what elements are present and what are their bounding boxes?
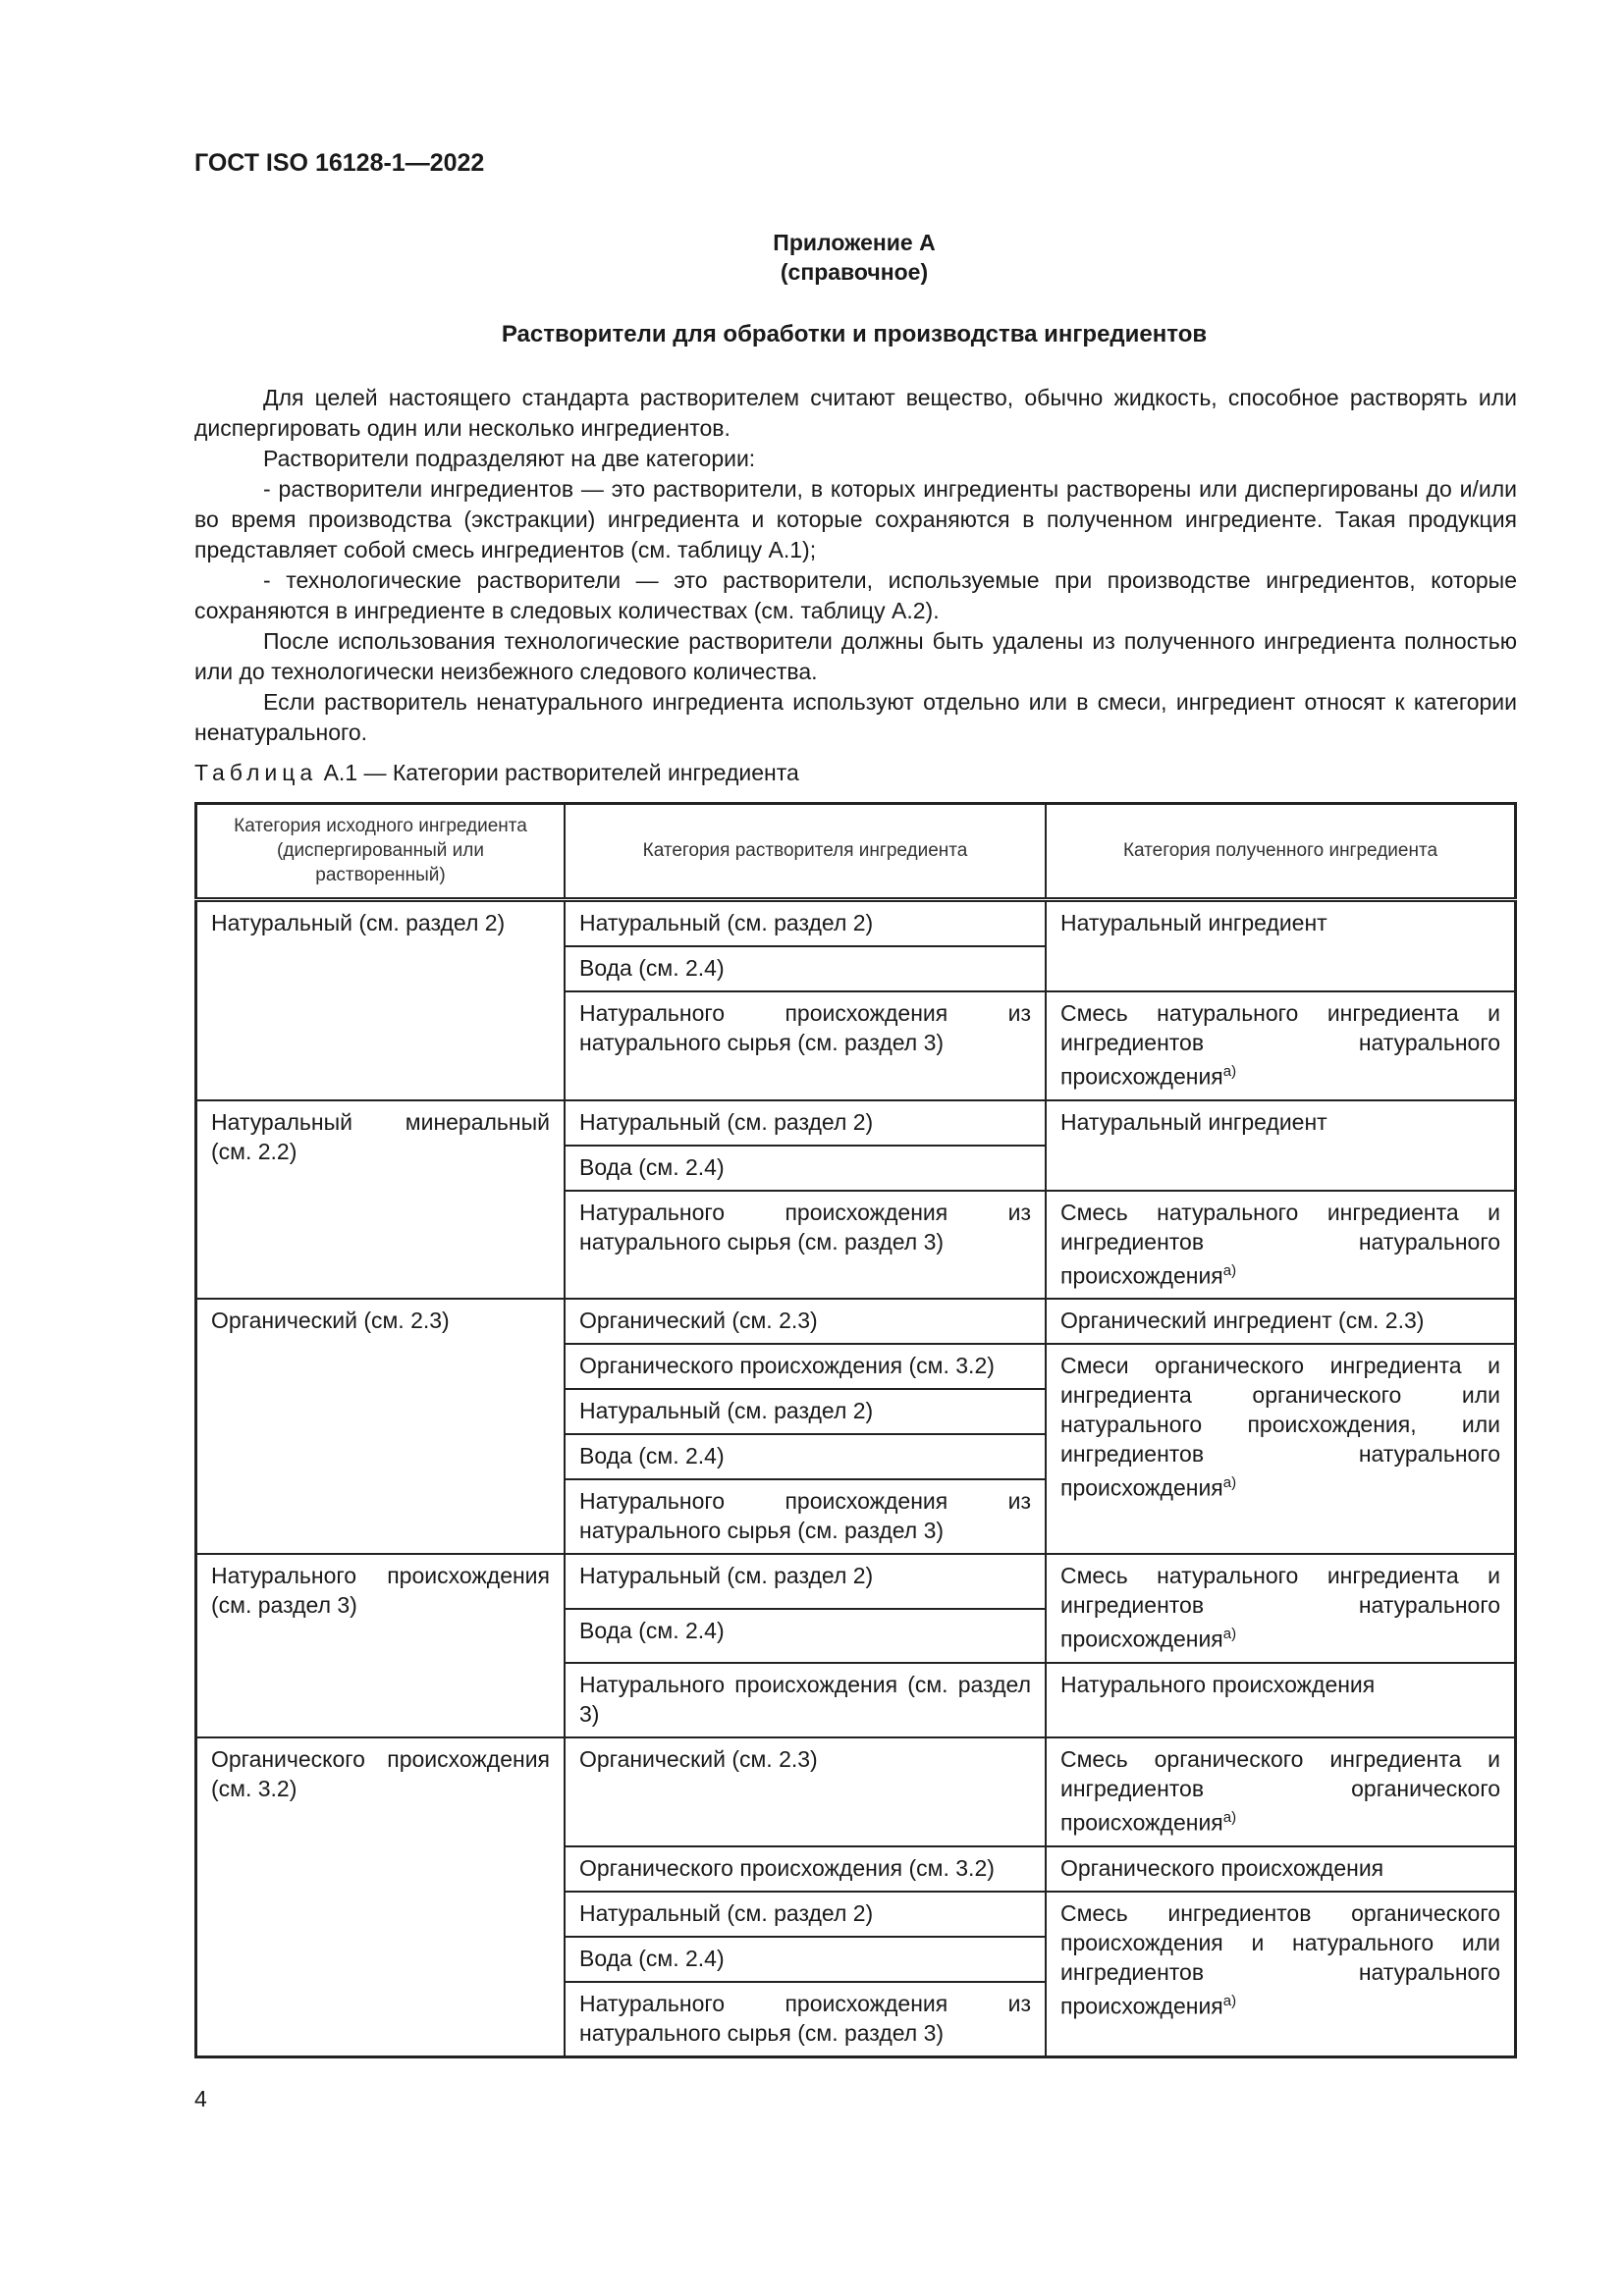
table-cell: Натуральный (см. раздел 2)	[196, 900, 566, 1100]
paragraph: После использования технологические растворители должны быть удалены из полученного ингредиента полностью или до технологически неизбежного следового количества.	[194, 628, 1517, 684]
table-cell: Натуральный (см. раздел 2)	[565, 1389, 1046, 1434]
body-text	[194, 383, 1517, 748]
table-cell: Органический (см. 2.3)	[565, 1299, 1046, 1344]
table-cell: Натурального происхождения из натурального сырья (см. раздел 3)	[565, 1191, 1046, 1300]
caption-text: А.1 — Категории растворителей ингредиента	[317, 760, 799, 785]
solvent-categories-table	[194, 802, 1517, 2058]
annex-type: (справочное)	[780, 259, 929, 285]
table-cell: Вода (см. 2.4)	[565, 1937, 1046, 1982]
section-title: Растворители для обработки и производства ингредиентов	[501, 321, 1208, 347]
table-cell: Натуральный (см. раздел 2)	[565, 1554, 1046, 1608]
table-cell: Органического происхождения (см. 3.2)	[196, 1737, 566, 2056]
annex-label: Приложение А	[773, 230, 936, 255]
annex-heading	[0, 228, 1624, 287]
table-cell: Натурального происхождения (см. раздел 3)	[196, 1554, 566, 1737]
table-cell: Смесь натурального ингредиента и ингредиентов натурального происхождения$^{а)}$	[1046, 1191, 1516, 1300]
paragraph: Растворители подразделяют на две категории:	[263, 446, 756, 471]
table-cell: Натурального происхождения (см. раздел 3)	[565, 1663, 1046, 1737]
table-cell: Натурального происхождения из натурального сырья (см. раздел 3)	[565, 1982, 1046, 2057]
column-header: Категория исходного ингредиента (диспергированный или растворенный)	[196, 804, 566, 900]
column-header: Категория растворителя ингредиента	[565, 804, 1046, 900]
table-cell: Органического происхождения (см. 3.2)	[565, 1846, 1046, 1892]
table-cell: Вода (см. 2.4)	[565, 1146, 1046, 1191]
table-cell: Вода (см. 2.4)	[565, 1434, 1046, 1479]
table-cell: Смесь натурального ингредиента и ингредиентов натурального происхождения$^{а)}$	[1046, 991, 1516, 1100]
paragraph: - технологические растворители — это растворители, используемые при производстве ингредиентов, которые сохраняются в ингредиенте в следовых количествах (см. таблицу А.2).	[194, 567, 1517, 623]
paragraph: Если растворитель ненатурального ингредиента используют отдельно или в смеси, ингредиент относят к категории ненатурального.	[194, 689, 1517, 745]
table-caption	[194, 760, 799, 786]
table-cell: Органический (см. 2.3)	[196, 1299, 566, 1554]
caption-word: Таблица	[194, 760, 318, 785]
table-cell: Смесь ингредиентов органического происхождения и натурального или ингредиентов натурального происхождения$^{а)}$	[1046, 1892, 1516, 2057]
table-cell: Натурального происхождения	[1046, 1663, 1516, 1737]
paragraph: Для целей настоящего стандарта растворителем считают вещество, обычно жидкость, способное растворять или диспергировать один или несколько ингредиентов.	[194, 385, 1517, 441]
paragraph: - растворители ингредиентов — это растворители, в которых ингредиенты растворены или диспергированы до и/или во время производства (экстракции) ингредиента и которые сохраняются в полученном ингредиенте. Такая продукция представляет собой смесь ингредиентов (см. таблицу А.1);	[194, 476, 1517, 562]
document-header: ГОСТ ISO 16128-1—2022	[194, 149, 485, 177]
table-cell: Натуральный (см. раздел 2)	[565, 900, 1046, 947]
table-cell: Вода (см. 2.4)	[565, 946, 1046, 991]
table-cell: Натуральный ингредиент	[1046, 1100, 1516, 1191]
table-cell: Натуральный (см. раздел 2)	[565, 1892, 1046, 1937]
table-cell: Органического происхождения (см. 3.2)	[565, 1344, 1046, 1389]
table-cell: Натурального происхождения из натурального сырья (см. раздел 3)	[565, 991, 1046, 1100]
table-cell: Смеси органического ингредиента и ингредиента органического или натурального происхождения, или ингредиентов натурального происхождения$^{а)}$	[1046, 1344, 1516, 1554]
table-cell: Натуральный минеральный (см. 2.2)	[196, 1100, 566, 1300]
table-cell: Смесь органического ингредиента и ингредиентов органического происхождения$^{а)}$	[1046, 1737, 1516, 1846]
table-cell: Вода (см. 2.4)	[565, 1609, 1046, 1663]
page-number: 4	[194, 2086, 207, 2111]
table-cell: Натуральный ингредиент	[1046, 900, 1516, 992]
table-cell: Органический (см. 2.3)	[565, 1737, 1046, 1846]
table-cell: Органического происхождения	[1046, 1846, 1516, 1892]
table-cell: Смесь натурального ингредиента и ингредиентов натурального происхождения$^{а)}$	[1046, 1554, 1516, 1663]
column-header: Категория полученного ингредиента	[1046, 804, 1516, 900]
table-cell: Органический ингредиент (см. 2.3)	[1046, 1299, 1516, 1344]
table-cell: Натурального происхождения из натурального сырья (см. раздел 3)	[565, 1479, 1046, 1554]
table-cell: Натуральный (см. раздел 2)	[565, 1100, 1046, 1146]
